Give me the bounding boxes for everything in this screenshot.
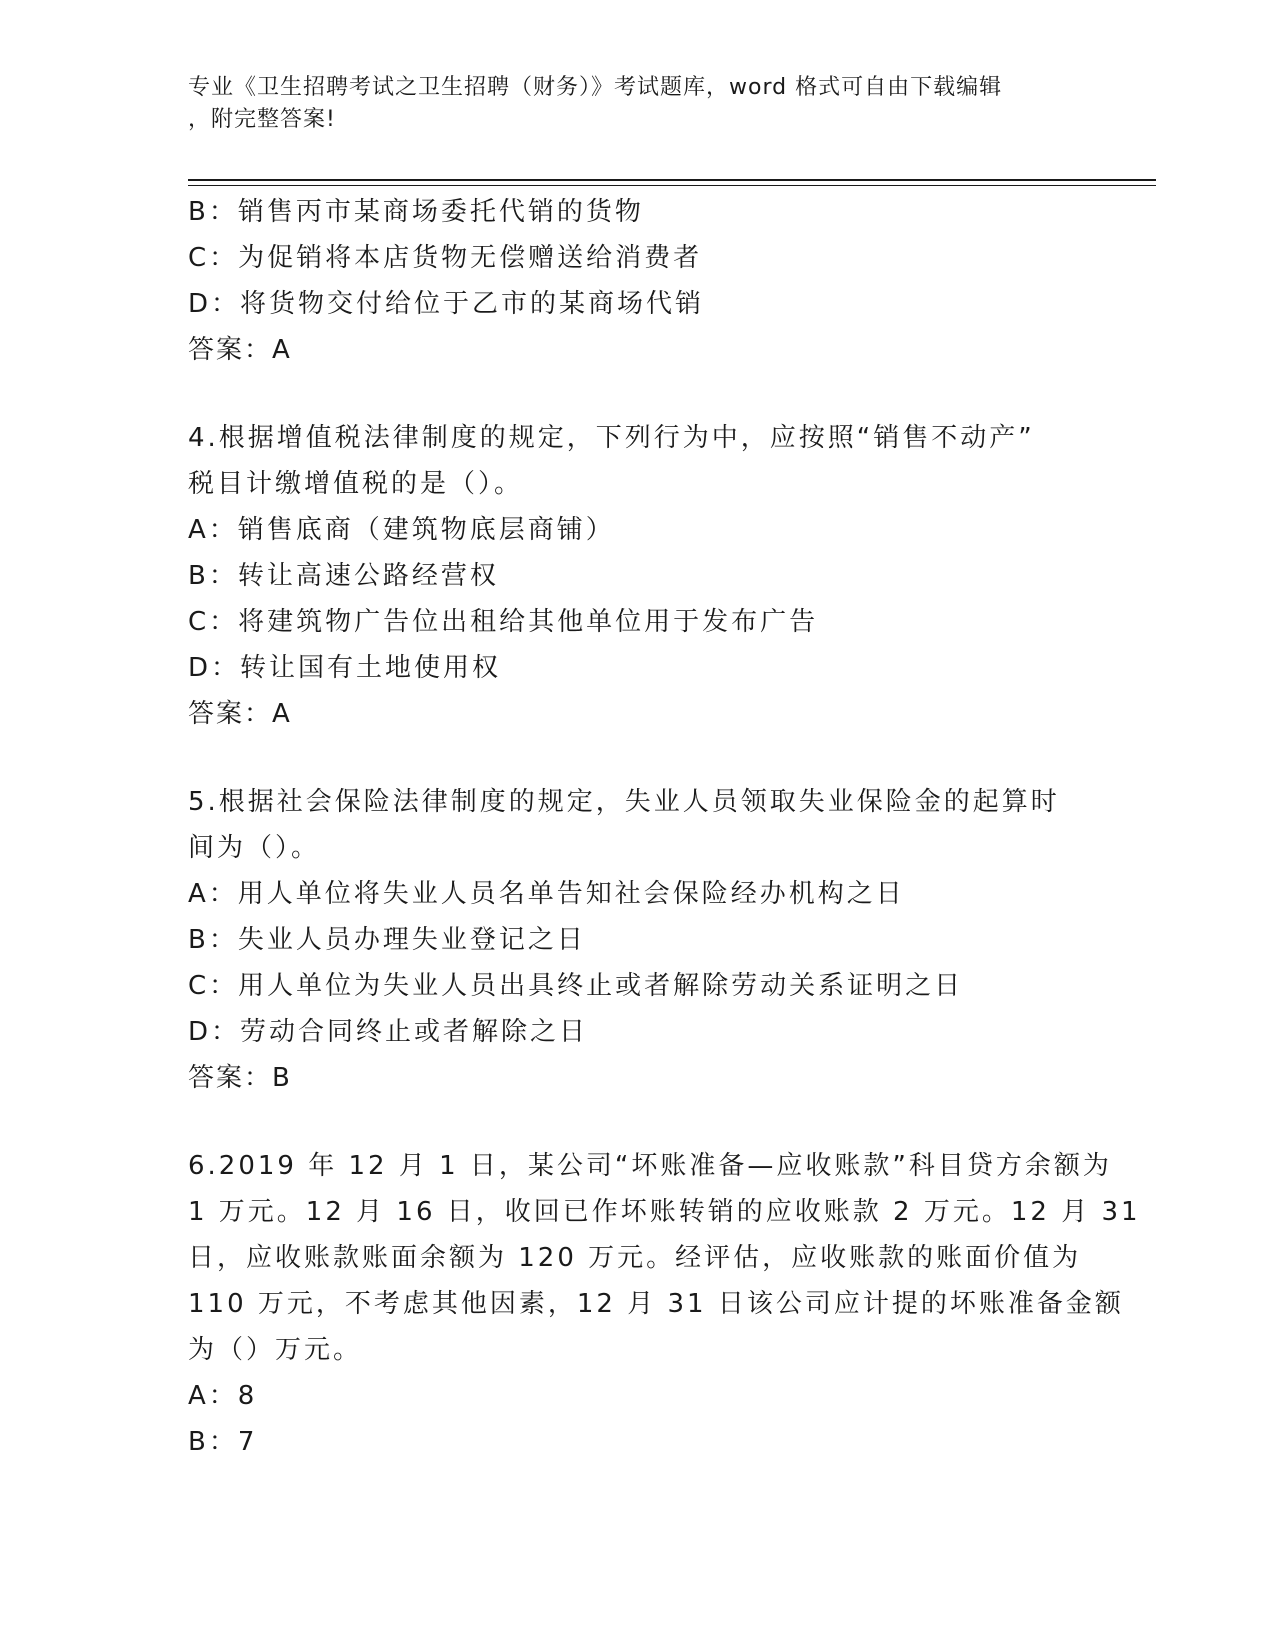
option-a: A：8 — [188, 1381, 258, 1411]
option-c: C：为促销将本店货物无偿赠送给消费者 — [188, 243, 703, 273]
question-stem-line: 5.根据社会保险法律制度的规定，失业人员领取失业保险金的起算时 — [188, 787, 1060, 817]
question-stem-line: 间为（）。 — [188, 833, 321, 863]
page-header — [188, 72, 1088, 136]
spacer — [188, 1101, 1088, 1143]
option-c: C：将建筑物广告位出租给其他单位用于发布广告 — [188, 607, 819, 637]
header-line-2: ，附完整答案! — [188, 107, 336, 132]
question-stem-line: 税目计缴增值税的是（）。 — [188, 469, 524, 499]
option-d: D：劳动合同终止或者解除之日 — [188, 1017, 589, 1047]
spacer — [188, 373, 1088, 415]
option-b: B：转让高速公路经营权 — [188, 561, 499, 591]
option-a: A：用人单位将失业人员名单告知社会保险经办机构之日 — [188, 879, 905, 909]
answer-line: 答案：A — [188, 699, 292, 729]
option-b: B：销售丙市某商场委托代销的货物 — [188, 197, 644, 227]
option-b: B：7 — [188, 1427, 258, 1457]
question-content — [188, 189, 1141, 1465]
question-stem-line: 为（）万元。 — [188, 1335, 363, 1365]
question-3 — [188, 189, 1088, 373]
option-d: D：将货物交付给位于乙市的某商场代销 — [188, 289, 705, 319]
option-a: A：销售底商（建筑物底层商铺） — [188, 515, 615, 545]
header-line-1: 专业《卫生招聘考试之卫生招聘（财务）》考试题库，word 格式可自由下载编辑 — [188, 75, 1003, 100]
question-stem-line: 1 万元。12 月 16 日，收回已作坏账转销的应收账款 2 万元。12 月 31 — [188, 1197, 1141, 1227]
spacer — [188, 737, 1088, 779]
question-4 — [188, 415, 1088, 737]
answer-line: 答案：A — [188, 335, 292, 365]
option-b: B：失业人员办理失业登记之日 — [188, 925, 586, 955]
answer-line: 答案：B — [188, 1063, 292, 1093]
header-divider-thick — [188, 179, 1156, 181]
option-c: C：用人单位为失业人员出具终止或者解除劳动关系证明之日 — [188, 971, 964, 1001]
header-divider-thin — [188, 185, 1156, 186]
question-6 — [188, 1143, 1141, 1465]
question-stem-line: 110 万元，不考虑其他因素，12 月 31 日该公司应计提的坏账准备金额 — [188, 1289, 1124, 1319]
question-stem-line: 日，应收账款账面余额为 120 万元。经评估，应收账款的账面价值为 — [188, 1243, 1082, 1273]
question-stem-line: 4.根据增值税法律制度的规定，下列行为中，应按照“销售不动产” — [188, 423, 1035, 453]
question-5 — [188, 779, 1088, 1101]
option-d: D：转让国有土地使用权 — [188, 653, 502, 683]
question-stem-line: 6.2019 年 12 月 1 日，某公司“坏账准备—应收账款”科目贷方余额为 — [188, 1151, 1112, 1181]
